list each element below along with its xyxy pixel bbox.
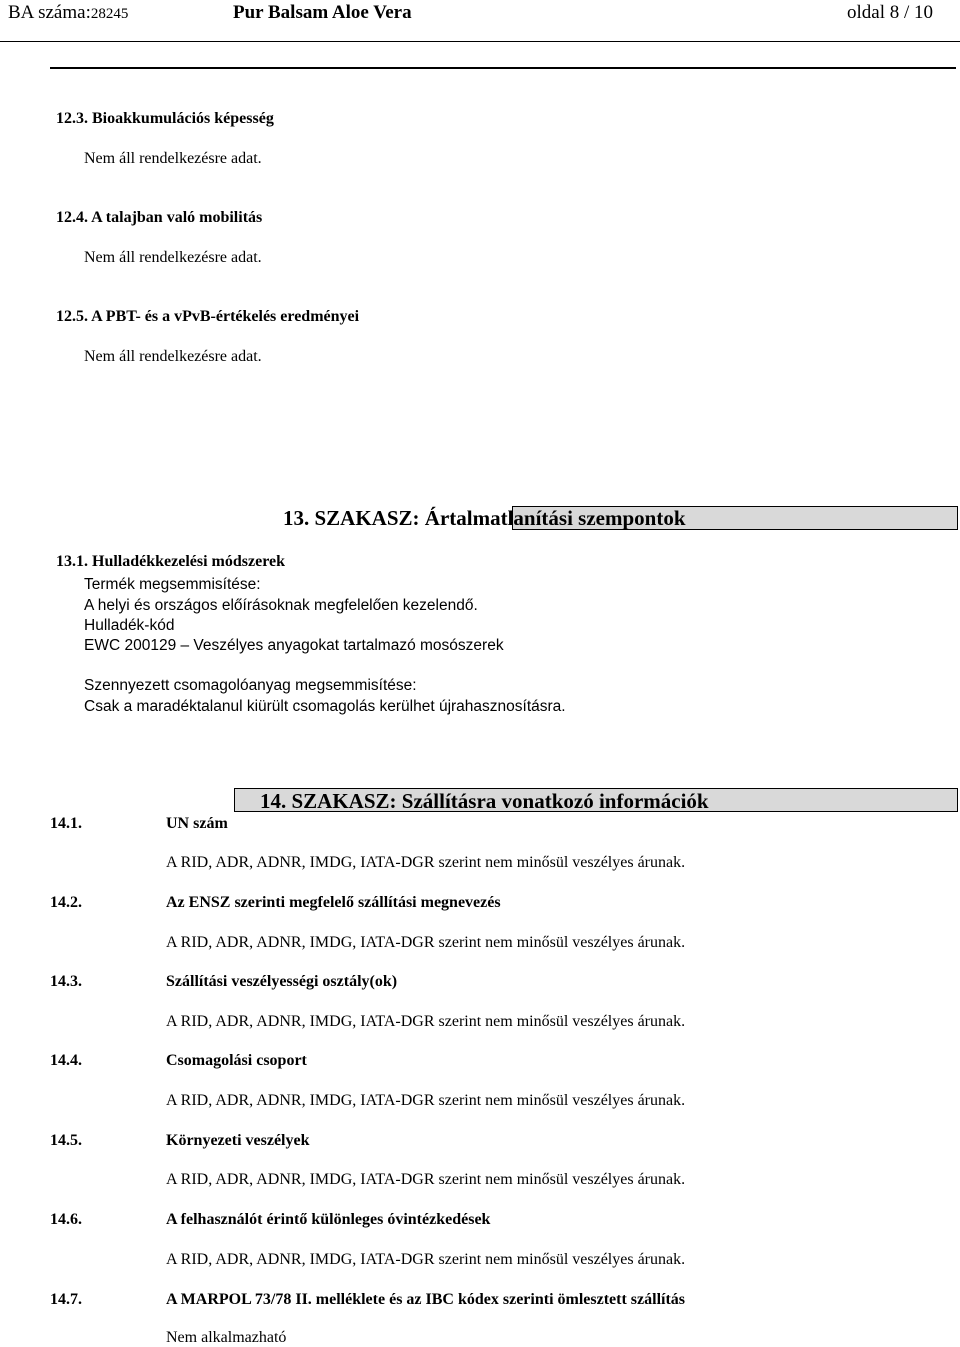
header-underline — [50, 67, 956, 69]
subsection-13-1-title: 13.1. Hulladékkezelési módszerek — [56, 553, 286, 570]
item-14-1-text: A RID, ADR, ADNR, IMDG, IATA-DGR szerint nem minősül veszélyes árunak. — [166, 854, 686, 871]
subsection-12-5-title: 12.5. A PBT- és a vPvB-értékelés eredményei — [56, 308, 360, 325]
item-14-1-number: 14.1. — [50, 815, 82, 832]
item-14-6-label: A felhasználót érintő különleges óvintézkedések — [166, 1211, 491, 1228]
document-id — [8, 2, 128, 24]
item-14-2-label: Az ENSZ szerinti megfelelő szállítási megnevezés — [166, 894, 501, 911]
item-14-7-text: Nem alkalmazható — [166, 1329, 287, 1346]
item-14-5-text: A RID, ADR, ADNR, IMDG, IATA-DGR szerint nem minősül veszélyes árunak. — [166, 1171, 686, 1188]
item-14-4-text: A RID, ADR, ADNR, IMDG, IATA-DGR szerint nem minősül veszélyes árunak. — [166, 1092, 686, 1109]
section-13-title: 13. SZAKASZ: Ártalmatlanítási szempontok — [283, 506, 686, 530]
ba-number: 28245 — [90, 6, 129, 22]
product-disposal-label: Termék megsemmisítése: — [84, 576, 261, 593]
product-disposal-text: A helyi és országos előírásoknak megfelelően kezelendő. — [84, 597, 478, 614]
header-divider — [0, 41, 960, 42]
waste-code-value: EWC 200129 – Veszélyes anyagokat tartalmazó mosószerek — [84, 637, 504, 654]
item-14-3-label: Szállítási veszélyességi osztály(ok) — [166, 973, 398, 990]
item-14-4-label: Csomagolási csoport — [166, 1052, 307, 1069]
subsection-12-3-title: 12.3. Bioakkumulációs képesség — [56, 110, 274, 127]
item-14-3-text: A RID, ADR, ADNR, IMDG, IATA-DGR szerint nem minősül veszélyes árunak. — [166, 1013, 686, 1030]
product-name: Pur Balsam Aloe Vera — [233, 2, 412, 23]
subsection-12-4-text: Nem áll rendelkezésre adat. — [84, 249, 262, 266]
item-14-7-number: 14.7. — [50, 1291, 82, 1308]
item-14-4-number: 14.4. — [50, 1052, 82, 1069]
item-14-2-text: A RID, ADR, ADNR, IMDG, IATA-DGR szerint nem minősül veszélyes árunak. — [166, 934, 686, 951]
section-14-title: 14. SZAKASZ: Szállításra vonatkozó információk — [260, 789, 709, 813]
packaging-disposal-label: Szennyezett csomagolóanyag megsemmisítése: — [84, 677, 417, 694]
packaging-disposal-text: Csak a maradéktalanul kiürült csomagolás kerülhet újrahasznosításra. — [84, 698, 566, 715]
subsection-12-4-title: 12.4. A talajban való mobilitás — [56, 209, 263, 226]
item-14-1-label: UN szám — [166, 815, 228, 832]
item-14-6-text: A RID, ADR, ADNR, IMDG, IATA-DGR szerint nem minősül veszélyes árunak. — [166, 1251, 686, 1268]
item-14-5-label: Környezeti veszélyek — [166, 1132, 310, 1149]
subsection-12-5-text: Nem áll rendelkezésre adat. — [84, 348, 262, 365]
ba-label: BA száma: — [8, 2, 91, 23]
item-14-6-number: 14.6. — [50, 1211, 82, 1228]
item-14-3-number: 14.3. — [50, 973, 82, 990]
subsection-12-3-text: Nem áll rendelkezésre adat. — [84, 150, 262, 167]
item-14-2-number: 14.2. — [50, 894, 82, 911]
item-14-7-label: A MARPOL 73/78 II. melléklete és az IBC kódex szerinti ömlesztett szállítás — [166, 1291, 686, 1308]
page-number: oldal 8 / 10 — [847, 2, 934, 23]
waste-code-label: Hulladék-kód — [84, 617, 175, 634]
item-14-5-number: 14.5. — [50, 1132, 82, 1149]
